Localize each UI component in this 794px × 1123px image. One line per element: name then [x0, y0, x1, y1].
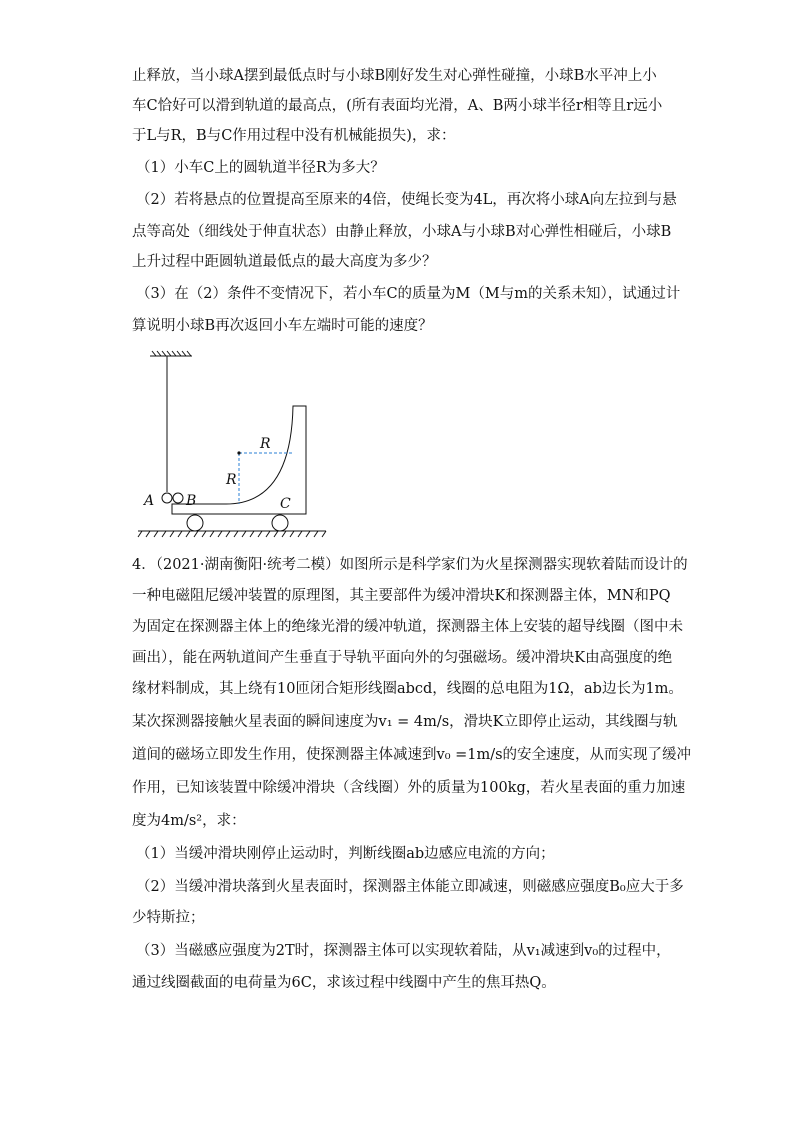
- ball-a: [162, 493, 172, 503]
- p3-line-6: 点等高处（细线处于伸直状态）由静止释放，小球A与小球B对心弹性相碰后，小球B: [132, 224, 672, 240]
- label-a: A: [144, 493, 155, 509]
- p3-question-3: （3）在（2）条件不变情况下，若小车C的质量为M（M与m的关系未知），试通过计: [136, 286, 681, 302]
- p3-line-9: 算说明小球B再次返回小车左端时可能的速度？: [132, 318, 433, 334]
- p4-line-6: 某次探测器接触火星表面的瞬间速度为v₁ = 4m/s，滑块K立即停止运动，其线圈与轨: [132, 714, 678, 730]
- p4-line-1: 4．（2021·湖南衡阳·统考二模）如图所示是科学家们为火星探测器实现软着陆而设计的: [132, 557, 688, 573]
- p4-line-14: 通过线圈截面的电荷量为6C，求该过程中线圈中产生的焦耳热Q。: [132, 975, 556, 991]
- p4-line-12: 少特斯拉；: [132, 910, 205, 926]
- p4-line-8: 作用，已知该装置中除缓冲滑块（含线圈）外的质量为100kg，若火星表面的重力加速: [132, 780, 686, 796]
- wheel-left: [187, 515, 203, 531]
- physics-figure: [130, 348, 330, 548]
- p3-question-1: （1）小车C上的圆轨道半径R为多大？: [136, 160, 385, 176]
- wheel-right: [272, 515, 288, 531]
- p4-question-2: （2）当缓冲滑块落到火星表面时，探测器主体能立即减速，则磁感应强度B₀应大于多: [136, 879, 684, 895]
- ball-b: [173, 493, 183, 503]
- ground-hatch: [138, 531, 326, 537]
- p3-question-2: （2）若将悬点的位置提高至原来的4倍，使绳长变为4L，再次将小球A向左拉到与悬: [136, 192, 677, 208]
- label-c: C: [280, 496, 291, 512]
- p3-line-2: 车C恰好可以滑到轨道的最高点，(所有表面均光滑，A、B两小球半径r相等且r远小: [132, 98, 663, 114]
- p4-line-4: 画出），能在两轨道间产生垂直于导轨平面向外的匀强磁场。缓冲滑块K由高强度的绝: [132, 650, 673, 666]
- p4-question-3: （3）当磁感应强度为2T时，探测器主体可以实现软着陆，从v₁减速到v₀的过程中，: [136, 943, 671, 959]
- p3-line-1: 止释放，当小球A摆到最低点时与小球B刚好发生对心弹性碰撞，小球B水平冲上小: [132, 68, 657, 84]
- p4-question-1: （1）当缓冲滑块刚停止运动时，判断线圈ab边感应电流的方向；: [136, 846, 555, 862]
- p3-line-7: 上升过程中距圆轨道最低点的最大高度为多少？: [132, 254, 437, 270]
- p3-line-3: 于L与R，B与C作用过程中没有机械能损失)，求：: [132, 128, 456, 144]
- ceiling-hatch: [150, 351, 192, 356]
- p4-line-2: 一种电磁阻尼缓冲装置的原理图，其主要部件为缓冲滑块K和探测器主体，MN和PQ: [132, 588, 671, 604]
- p4-line-3: 为固定在探测器主体上的绝缘光滑的缓冲轨道，探测器主体上安装的超导线圈（图中未: [132, 619, 683, 635]
- label-r-side: R: [226, 472, 237, 488]
- p4-line-7: 道间的磁场立即发生作用，使探测器主体减速到v₀ =1m/s的安全速度，从而实现了缓冲: [132, 747, 692, 763]
- arc-center-dot: [237, 451, 240, 454]
- label-b: B: [186, 493, 197, 509]
- p4-line-5: 缘材料制成，其上绕有10匝闭合矩形线圈abcd，线圈的总电阻为1Ω，ab边长为1m。: [132, 681, 683, 697]
- label-r-top: R: [260, 436, 271, 452]
- p4-line-9: 度为4m/s²，求：: [132, 813, 246, 829]
